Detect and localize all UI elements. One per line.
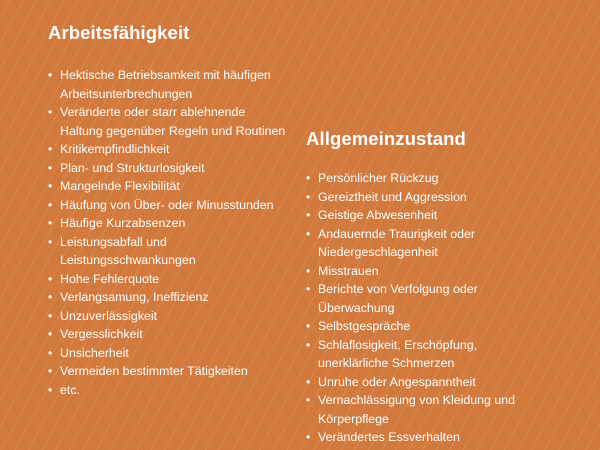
list-item bbox=[48, 381, 298, 400]
bullet-icon: • bbox=[306, 393, 311, 407]
bullet-icon: • bbox=[48, 216, 53, 230]
list-item-text: Unsicherheit bbox=[60, 345, 129, 360]
list-item-text: Geistige Abwesenheit bbox=[318, 208, 438, 222]
bullet-icon: • bbox=[48, 105, 53, 119]
bullet-icon: • bbox=[306, 171, 311, 185]
left-column-title: Arbeitsfähigkeit bbox=[48, 22, 190, 43]
bullet-icon: • bbox=[48, 308, 53, 323]
bullet-icon: • bbox=[48, 179, 53, 193]
list-item-text: Berichte von Verfolgung oder bbox=[318, 282, 478, 296]
list-item-text: Hektische Betriebsamkeit mit häufigen bbox=[60, 68, 271, 82]
list-item-text: Überwachung bbox=[318, 300, 395, 315]
bullet-icon: • bbox=[306, 282, 311, 296]
list-item-text: Schlaflosigkeit, Erschöpfung, bbox=[318, 337, 478, 352]
list-item-text: Verändertes Essverhalten bbox=[318, 430, 460, 444]
right-column-list bbox=[306, 169, 586, 447]
list-item bbox=[306, 169, 586, 188]
list-item-text: Leistungsschwankungen bbox=[60, 253, 196, 267]
list-item-text: Mangelnde Flexibilität bbox=[60, 179, 180, 193]
bullet-icon: • bbox=[48, 68, 53, 82]
list-item-text: Plan- und Strukturlosigkeit bbox=[60, 160, 205, 175]
bullet-icon: • bbox=[48, 345, 53, 360]
list-item bbox=[306, 262, 586, 281]
list-item-text: Verlangsamung, Ineffizienz bbox=[60, 290, 209, 304]
list-item bbox=[306, 280, 586, 317]
list-item-text: Häufung von Über- oder Minusstunden bbox=[60, 197, 274, 212]
bullet-icon: • bbox=[48, 142, 53, 156]
list-item bbox=[48, 177, 298, 196]
bullet-icon: • bbox=[306, 208, 311, 222]
right-column-title: Allgemeinzustand bbox=[306, 128, 466, 149]
list-item bbox=[48, 325, 298, 344]
list-item bbox=[48, 196, 298, 215]
bullet-icon: • bbox=[306, 226, 311, 241]
bullet-icon: • bbox=[48, 382, 53, 397]
bullet-icon: • bbox=[48, 290, 53, 304]
list-item bbox=[306, 225, 586, 262]
bullet-icon: • bbox=[48, 271, 53, 286]
list-item bbox=[48, 214, 298, 233]
bullet-icon: • bbox=[48, 364, 53, 378]
list-item-text: Häufige Kurzabsenzen bbox=[60, 216, 186, 230]
list-item-text: Haltung gegenüber Regeln und Routinen bbox=[60, 123, 286, 138]
list-item-text: Körperpflege bbox=[318, 411, 389, 426]
list-item-text: Arbeitsunterbrechungen bbox=[60, 86, 193, 101]
bullet-icon: • bbox=[48, 234, 53, 249]
list-item-text: Veränderte oder starr ablehnende bbox=[60, 105, 246, 119]
list-item bbox=[48, 159, 298, 178]
list-item bbox=[306, 391, 586, 428]
list-item-text: etc. bbox=[60, 382, 80, 397]
list-item bbox=[48, 233, 298, 270]
bullet-icon: • bbox=[48, 327, 53, 341]
list-item bbox=[306, 317, 586, 336]
bullet-icon: • bbox=[306, 319, 311, 333]
list-item-text: Misstrauen bbox=[318, 263, 379, 278]
list-item bbox=[306, 336, 586, 373]
bullet-icon: • bbox=[306, 189, 311, 204]
list-item bbox=[306, 188, 586, 207]
list-item bbox=[48, 344, 298, 363]
list-item bbox=[48, 66, 298, 103]
list-item bbox=[48, 103, 298, 140]
list-item bbox=[48, 288, 298, 307]
list-item bbox=[48, 307, 298, 326]
list-item bbox=[48, 362, 298, 381]
list-item-text: Kritikempfindlichkeit bbox=[60, 142, 170, 156]
list-item-text: Vermeiden bestimmter Tätigkeiten bbox=[60, 364, 248, 378]
bullet-icon: • bbox=[306, 337, 311, 352]
list-item-text: Vernachlässigung von Kleidung und bbox=[318, 393, 516, 407]
list-item-text: Selbstgespräche bbox=[318, 319, 411, 333]
list-item bbox=[48, 270, 298, 289]
list-item-text: Niedergeschlagenheit bbox=[318, 245, 438, 259]
list-item bbox=[306, 373, 586, 392]
list-item-text: Unruhe oder Angespanntheit bbox=[318, 374, 476, 389]
list-item-text: Gereiztheit und Aggression bbox=[318, 189, 467, 204]
list-item-text: Leistungsabfall und bbox=[60, 234, 167, 249]
list-item bbox=[48, 140, 298, 159]
list-item-text: Persönlicher Rückzug bbox=[318, 171, 439, 185]
bullet-icon: • bbox=[48, 160, 53, 175]
list-item-text: Vergesslichkeit bbox=[60, 327, 143, 341]
list-item bbox=[306, 206, 586, 225]
list-item-text: Andauernde Traurigkeit oder bbox=[318, 226, 476, 241]
list-item-text: Hohe Fehlerquote bbox=[60, 271, 160, 286]
list-item-text: Unzuverlässigkeit bbox=[60, 308, 158, 323]
bullet-icon: • bbox=[306, 263, 311, 278]
bullet-icon: • bbox=[48, 197, 53, 212]
left-column-list bbox=[48, 66, 298, 399]
bullet-icon: • bbox=[306, 430, 311, 444]
bullet-icon: • bbox=[306, 374, 311, 389]
list-item-text: unerklärliche Schmerzen bbox=[318, 356, 455, 370]
list-item bbox=[306, 428, 586, 447]
